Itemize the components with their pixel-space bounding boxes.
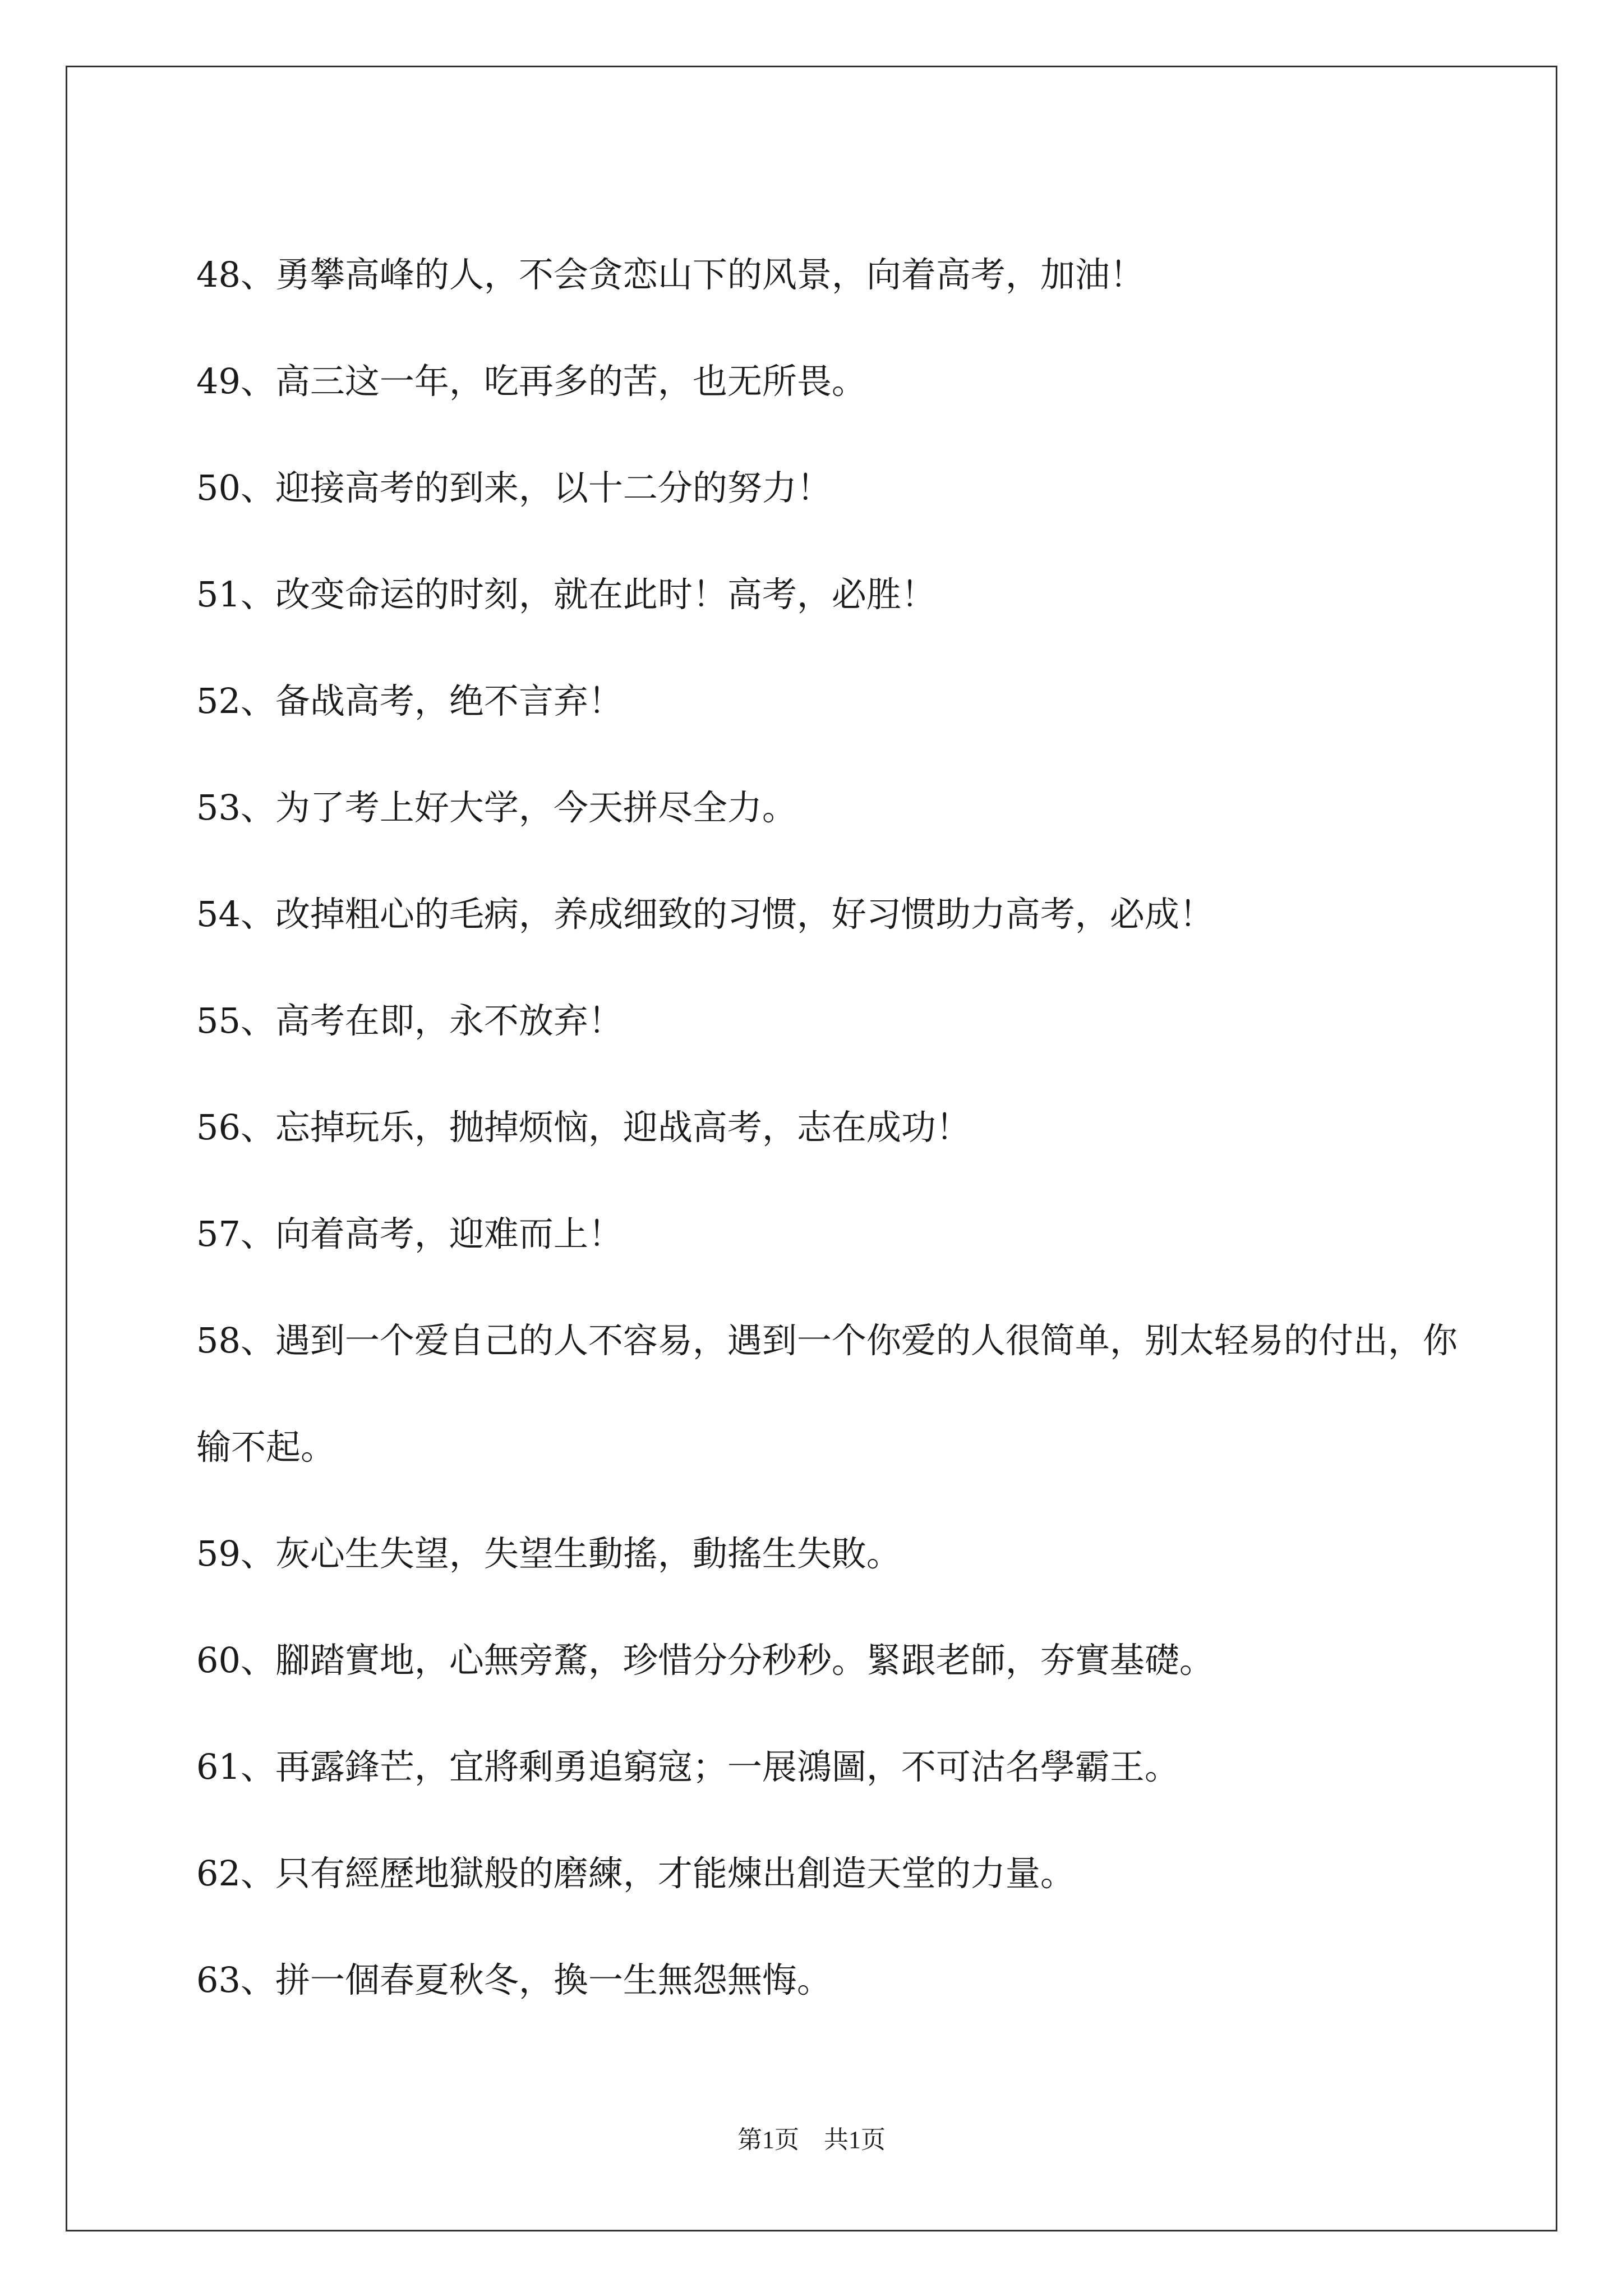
list-item: 56、忘掉玩乐，抛掉烦恼，迎战高考，志在成功！ [196, 1107, 971, 1148]
list-item: 59、灰心生失望，失望生動搖，動搖生失敗。 [196, 1533, 901, 1574]
list-item: 58、遇到一个爱自己的人不容易，遇到一个你爱的人很简单，别太轻易的付出，你输不起。 [196, 1320, 1458, 1467]
list-item: 63、拼一個春夏秋冬，換一生無怨無悔。 [196, 1959, 832, 2000]
list-item: 57、向着高考，迎难而上！ [196, 1213, 623, 1254]
list-item: 48、勇攀高峰的人，不会贪恋山下的风景，向着高考，加油！ [196, 254, 1145, 295]
list-item: 62、只有經歷地獄般的磨練，才能煉出創造天堂的力量。 [196, 1853, 1075, 1894]
list-item: 50、迎接高考的到来，以十二分的努力！ [196, 467, 832, 508]
list-item: 54、改掉粗心的毛病，养成细致的习惯，好习惯助力高考，必成！ [196, 894, 1214, 935]
list-item: 52、备战高考，绝不言弃！ [196, 680, 623, 721]
list-item: 55、高考在即，永不放弃！ [196, 1000, 623, 1041]
list-item: 51、改变命运的时刻，就在此时！高考，必胜！ [196, 574, 936, 615]
quote-list [196, 222, 1458, 2033]
list-item: 61、再露鋒芒，宜將剩勇追窮寇；一展鴻圖，不可沽名學霸王。 [196, 1746, 1179, 1787]
page-footer: 第1页 共1页 [737, 2126, 886, 2154]
list-item: 53、为了考上好大学，今天拼尽全力。 [196, 787, 797, 828]
list-item: 49、高三这一年，吃再多的苦，也无所畏。 [196, 361, 866, 402]
list-item: 60、腳踏實地，心無旁騖，珍惜分分秒秒。緊跟老師，夯實基礎。 [196, 1640, 1214, 1681]
